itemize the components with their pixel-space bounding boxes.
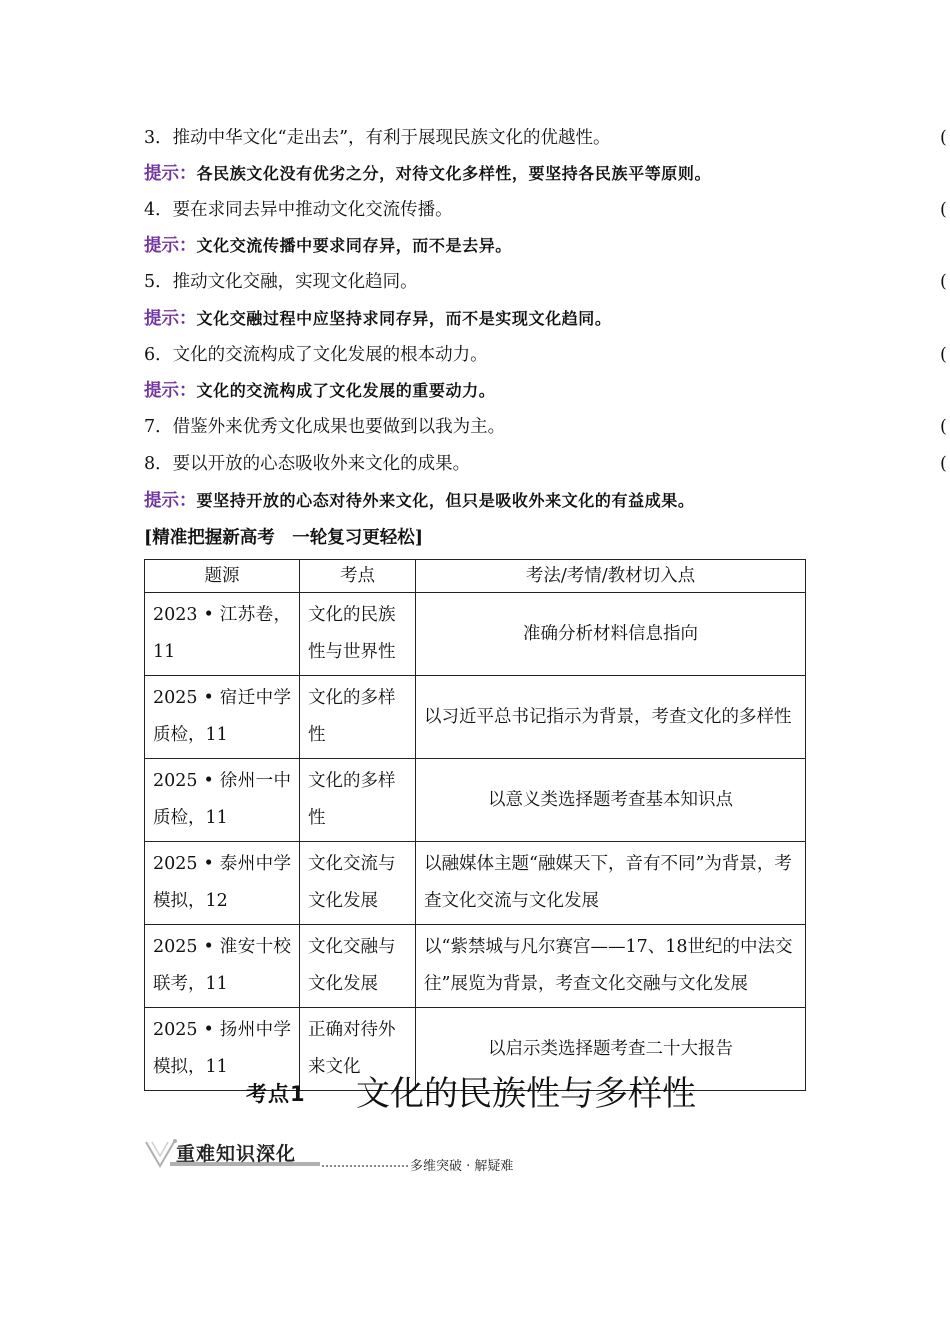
hint-label: 提示：: [144, 381, 197, 401]
hint-line: [144, 307, 612, 331]
answer-paren: (: [940, 128, 947, 148]
item-4: [144, 198, 453, 222]
table-row: [145, 593, 806, 676]
cell-source: 2023 • 江苏卷，11: [145, 593, 300, 676]
section-label: [精准把握新高考 一轮复习更轻松]: [144, 528, 424, 548]
exam-source-table: [144, 559, 806, 1091]
table-row: [145, 759, 806, 842]
cell-point: 文化交流与文化发展: [300, 842, 416, 925]
hint-text: 文化交流传播中要求同存异，而不是去异。: [196, 236, 512, 255]
item-text: 要以开放的心态吸收外来文化的成果。: [172, 454, 471, 474]
item-5: [144, 270, 418, 294]
table-row: [145, 842, 806, 925]
item-number: 4．: [144, 200, 173, 220]
cell-method: 以习近平总书记指示为背景，考查文化的多样性: [416, 676, 806, 759]
item-text: 推动中华文化“走出去”，有利于展现民族文化的优越性。: [172, 128, 611, 148]
item-3: [144, 126, 611, 150]
item-number: 8．: [144, 454, 173, 474]
hint-text: 文化交融过程中应坚持求同存异，而不是实现文化趋同。: [196, 309, 612, 328]
banner-chevron-icon: [144, 1138, 178, 1172]
item-number: 5．: [144, 272, 173, 292]
cell-source: 2025 • 宿迁中学质检，11: [145, 676, 300, 759]
hint-text: 文化的交流构成了文化发展的重要动力。: [196, 381, 496, 400]
hint-label: 提示：: [144, 164, 197, 184]
cell-point: 文化的多样性: [300, 676, 416, 759]
item-number: 7．: [144, 417, 173, 437]
cell-point: 正确对待外来文化: [300, 1008, 416, 1091]
hint-label: 提示：: [144, 309, 197, 329]
item-text: 推动文化交融，实现文化趋同。: [172, 272, 418, 292]
item-text: 借鉴外来优秀文化成果也要做到以我为主。: [172, 417, 506, 437]
answer-paren: (: [940, 417, 947, 437]
cell-point: 文化交融与文化发展: [300, 925, 416, 1008]
cell-source: 2025 • 泰州中学模拟，12: [145, 842, 300, 925]
banner-subtitle: 多维突破 · 解疑难: [410, 1159, 514, 1174]
answer-paren: (: [940, 345, 947, 365]
table-row: [145, 676, 806, 759]
header-point: 考点: [300, 560, 416, 593]
cell-source: 2025 • 淮安十校联考，11: [145, 925, 300, 1008]
cell-point: 文化的民族性与世界性: [300, 593, 416, 676]
hint-label: 提示：: [144, 236, 197, 256]
item-number: 3．: [144, 128, 173, 148]
hint-line: [144, 489, 695, 513]
cell-method: 以启示类选择题考查二十大报告: [416, 1008, 806, 1091]
hint-text: 各民族文化没有优劣之分，对待文化多样性，要坚持各民族平等原则。: [196, 164, 712, 183]
table-row: [145, 925, 806, 1008]
cell-method: 以“紫禁城与凡尔赛宫——17、18世纪的中法交往”展览为背景，考查文化交融与文化发展: [416, 925, 806, 1008]
cell-source: 2025 • 徐州一中质检，11: [145, 759, 300, 842]
item-6: [144, 343, 488, 367]
cell-method: 以融媒体主题“融媒天下，音有不同”为背景，考查文化交流与文化发展: [416, 842, 806, 925]
kaodian-title: 文化的民族性与多样性: [356, 1074, 696, 1114]
header-method: 考法/考情/教材切入点: [416, 560, 806, 593]
answer-paren: (: [940, 272, 947, 292]
answer-paren: (: [940, 200, 947, 220]
cell-point: 文化的多样性: [300, 759, 416, 842]
item-number: 6．: [144, 345, 173, 365]
item-8: [144, 452, 470, 476]
header-source: 题源: [145, 560, 300, 593]
hint-line: [144, 379, 495, 403]
table-header-row: [145, 560, 806, 593]
item-7: [144, 415, 505, 439]
kaodian-label: 考点1: [246, 1082, 306, 1106]
answer-paren: (: [940, 454, 947, 474]
banner-title: 重难知识深化: [176, 1143, 297, 1165]
hint-text: 要坚持开放的心态对待外来文化，但只是吸收外来文化的有益成果。: [196, 491, 695, 510]
hint-label: 提示：: [144, 491, 197, 511]
banner-dotted-line: [322, 1165, 408, 1167]
hint-line: [144, 162, 711, 186]
item-text: 要在求同去异中推动文化交流传播。: [172, 200, 453, 220]
item-text: 文化的交流构成了文化发展的根本动力。: [172, 345, 488, 365]
hint-line: [144, 234, 512, 258]
cell-source: 2025 • 扬州中学模拟，11: [145, 1008, 300, 1091]
cell-method: 准确分析材料信息指向: [416, 593, 806, 676]
cell-method: 以意义类选择题考查基本知识点: [416, 759, 806, 842]
